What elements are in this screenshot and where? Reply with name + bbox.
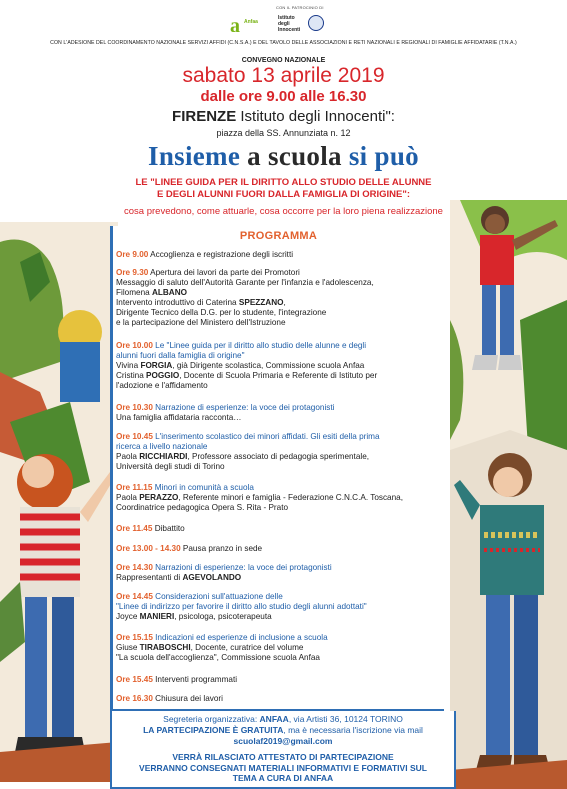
program-item-1430: Ore 14.30 Narrazioni di esperienze: la voce dei protagonisti Rappresentanti di AGEVOLANDO xyxy=(116,563,332,582)
program-item-1030: Ore 10.30 Narrazione di esperienze: la voce dei protagonisti Una famiglia affidataria racconta… xyxy=(116,403,335,422)
materials-note: VERRANNO CONSEGNATI MATERIALI INFORMATIVI E FORMATIVI SUL TEMA A CURA DI ANFAA xyxy=(139,763,427,783)
program-item-1115: Ore 11.15 Minori in comunità a scuola Paola PERAZZO, Referente minori e famiglia - Federazione C.N.C.A. Toscana, Coordinatrice pedagogica Opera S. Rita - Prato xyxy=(116,483,403,512)
page-title: Insieme a scuola si può xyxy=(148,141,419,171)
program-item-1630: Ore 16.30 Chiusura dei lavori xyxy=(116,694,223,703)
seal-icon xyxy=(308,15,324,31)
program-box xyxy=(110,226,444,711)
event-date: sabato 13 aprile 2019 xyxy=(182,64,385,87)
subtitle-description: cosa prevedono, come attuarle, cosa occorre per la loro piena realizzazione xyxy=(124,206,443,217)
program-item-1545: Ore 15.45 Interventi programmati xyxy=(116,675,238,684)
program-item-1515: Ore 15.15 Indicazioni ed esperienze di inclusione a scuola Giuse TIRABOSCHI, Docente, curatrice del volume "La scuola dell'accoglienza", Commissione scuola Anfaa xyxy=(116,633,328,662)
program-item-1300: Ore 13.00 - 14.30 Pausa pranzo in sede xyxy=(116,544,263,553)
program-item-0900: Ore 9.00 Accoglienza e registrazione degli iscritti xyxy=(116,250,294,259)
program-item-1000: Ore 10.00 Le "Linee guida per il diritto allo studio delle alunne e degli alunni fuori dalla famiglia di origine" Vivina FORGIA, già Dirigente scolastica, Commissione scuola Anfaa Cristina POGGIO, Docente di Scuola Primaria e Referente di Istituto per l'adozione e l'affidamento xyxy=(116,341,378,390)
program-item-1145: Ore 11.45 Dibattito xyxy=(116,524,185,533)
event-venue xyxy=(0,108,567,125)
contact-email[interactable]: scuolaf2019@gmail.com xyxy=(233,736,333,746)
anfaa-logo: a Anfaa xyxy=(230,15,258,37)
organizing-secretariat: Segreteria organizzativa: ANFAA, via Artisti 36, 10124 TORINO xyxy=(163,714,403,724)
istituto-innocenti-logo: Istituto degli Innocenti xyxy=(278,13,324,41)
adhesion-line: CON L'ADESIONE DEL COORDINAMENTO NAZIONALE SERVIZI AFFIDI (C.N.S.A.) E DEL TAVOLO DELLE ASSOCIAZIONI E RETI NAZIONALI E REGIONALI DI FAMIGLIE AFFIDATARIE (T.N.A.) xyxy=(50,40,517,46)
children-drawing-left xyxy=(0,222,118,782)
free-participation: LA PARTECIPAZIONE È GRATUITA, ma è necessaria l'iscrizione via mail xyxy=(143,725,423,735)
city-name: FIRENZE xyxy=(172,108,237,125)
program-item-1445: Ore 14.45 Considerazioni sull'attuazione delle "Linee di indirizzo per favorire il diritto allo studio degli alunni adottati" Joyce MANIERI, psicologa, psicoterapeuta xyxy=(116,592,367,621)
venue-name: Istituto degli Innocenti": xyxy=(236,108,395,125)
program-item-0930: Ore 9.30 Apertura dei lavori da parte dei Promotori Messaggio di saluto dell'Autorità Garante per l'infanzia e l'adolescenza, Filomena ALBANO Intervento introduttivo di Caterina SPEZZANO, Dirigente Tecnico della D.G. per lo studente, l'integrazione e la partecipazione del Ministero dell'Istruzione xyxy=(116,268,374,327)
children-drawing-right xyxy=(450,200,567,789)
subtitle-caps: LE "LINEE GUIDA PER IL DIRITTO ALLO STUDIO DELLE ALUNNE E DEGLI ALUNNI FUORI DALLA FAMIGLIA DI ORIGINE": xyxy=(135,177,432,200)
footer-info-box xyxy=(110,711,456,789)
event-hours: dalle ore 9.00 alle 16.30 xyxy=(200,88,367,105)
sponsor-logos xyxy=(228,5,328,43)
event-type: CONVEGNO NAZIONALE xyxy=(241,57,326,64)
program-heading: PROGRAMMA xyxy=(239,230,318,242)
venue-address: piazza della SS. Annunziata n. 12 xyxy=(216,128,351,138)
certificate-note: VERRÀ RILASCIATO ATTESTATO DI PARTECIPAZIONE xyxy=(172,752,394,762)
program-item-1045: Ore 10.45 L'inserimento scolastico dei minori affidati. Gli esiti della prima ricerca a livello nazionale Paola RICCHIARDI, Professore associato di pedagogia sperimentale, Università degli studi di Torino xyxy=(116,432,380,471)
partnership-tag: CON IL PATROCINIO DI xyxy=(276,5,324,10)
